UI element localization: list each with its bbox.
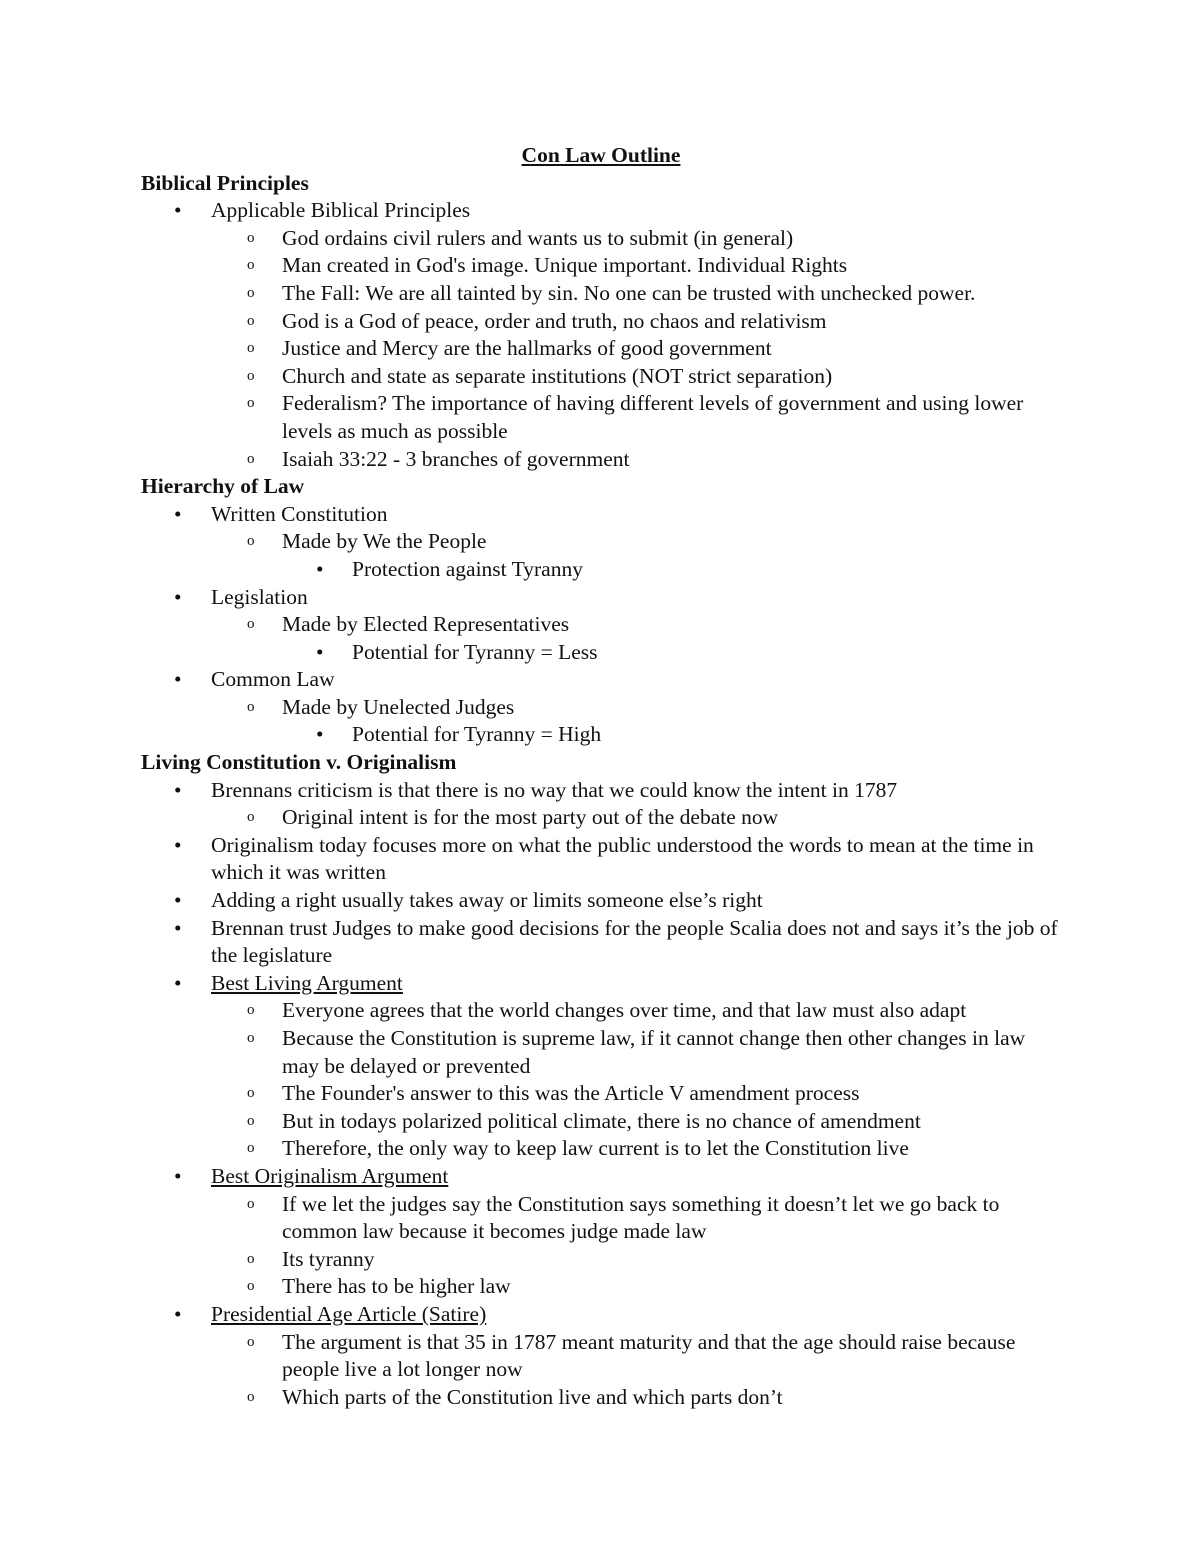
outline-sub-item — [141, 363, 1061, 391]
item-text: Church and state as separate institutions (NOT strict separation) — [282, 363, 833, 388]
disc-bullet-icon: • — [174, 915, 182, 940]
disc-bullet-icon: • — [174, 1301, 182, 1326]
disc-bullet-icon: • — [174, 667, 182, 692]
circle-bullet-icon: o — [247, 1140, 255, 1157]
circle-bullet-icon: o — [247, 395, 255, 412]
item-text: There has to be higher law — [282, 1274, 511, 1299]
item-text: Brennan trust Judges to make good decisions for the people Scalia does not and says it’s the job of the legislature — [211, 915, 1058, 968]
circle-bullet-icon: o — [247, 257, 255, 274]
item-text: But in todays polarized political climate, there is no chance of amendment — [282, 1108, 921, 1133]
circle-bullet-icon: o — [247, 1250, 255, 1267]
circle-bullet-icon: o — [247, 1278, 255, 1295]
item-text: Original intent is for the most party out of the debate now — [282, 805, 779, 830]
item-text: Everyone agrees that the world changes over time, and that law must also adapt — [282, 998, 967, 1023]
outline-bullet-item — [141, 832, 1061, 887]
item-text: Man created in God's image. Unique important. Individual Rights — [282, 253, 848, 278]
disc-bullet-icon: • — [174, 832, 182, 857]
outline-sub-item — [141, 335, 1061, 363]
outline-sub-item — [141, 1273, 1061, 1301]
outline-bullet-item — [141, 887, 1061, 915]
item-text: God is a God of peace, order and truth, no chaos and relativism — [282, 308, 827, 333]
item-text: Isaiah 33:22 - 3 branches of government — [282, 446, 630, 471]
circle-bullet-icon: o — [247, 1112, 255, 1129]
item-text: God ordains civil rulers and wants us to submit (in general) — [282, 225, 794, 250]
outline-sub-item — [141, 1135, 1061, 1163]
outline-sub-item — [141, 1025, 1061, 1080]
outline-bullet-item — [141, 666, 1061, 694]
subheading-text: Presidential Age Article (Satire) — [211, 1301, 487, 1326]
item-text: Made by Elected Representatives — [282, 612, 570, 637]
disc-bullet-icon: • — [174, 777, 182, 802]
circle-bullet-icon: o — [247, 698, 255, 715]
circle-bullet-icon: o — [247, 450, 255, 467]
outline-bullet-item — [141, 915, 1061, 970]
item-text: Common Law — [211, 667, 335, 692]
outline-sub-item — [141, 1246, 1061, 1274]
item-text: Potential for Tyranny = High — [352, 722, 602, 747]
outline-sub-item — [141, 997, 1061, 1025]
outline-sub-item — [141, 804, 1061, 832]
outline-sub-item — [141, 1108, 1061, 1136]
item-text: Legislation — [211, 584, 308, 609]
item-text: Adding a right usually takes away or limits someone else’s right — [211, 888, 763, 913]
item-text: Brennans criticism is that there is no way that we could know the intent in 1787 — [211, 777, 898, 802]
disc-bullet-icon: • — [174, 584, 182, 609]
circle-bullet-icon: o — [247, 1002, 255, 1019]
document-title: Con Law Outline — [521, 143, 681, 167]
circle-bullet-icon: o — [247, 312, 255, 329]
circle-bullet-icon: o — [247, 284, 255, 301]
item-text: Therefore, the only way to keep law current is to let the Constitution live — [282, 1136, 909, 1161]
outline-sub-item — [141, 252, 1061, 280]
outline-sub-item — [141, 280, 1061, 308]
outline-document — [141, 142, 1061, 1411]
outline-sub-item — [141, 1384, 1061, 1412]
outline-sub-sub-item — [141, 556, 1061, 584]
item-text: Protection against Tyranny — [352, 556, 583, 581]
circle-bullet-icon: o — [247, 809, 255, 826]
item-text: Because the Constitution is supreme law, if it cannot change then other changes in law may be delayed or prevented — [282, 1026, 1026, 1078]
outline-sub-item — [141, 308, 1061, 336]
subheading-text: Best Originalism Argument — [211, 1163, 449, 1188]
section-heading: Living Constitution v. Originalism — [141, 750, 457, 775]
outline-sub-sub-item — [141, 721, 1061, 749]
circle-bullet-icon: o — [247, 533, 255, 550]
item-text: The argument is that 35 in 1787 meant maturity and that the age should raise because people live a lot longer now — [282, 1329, 1016, 1382]
item-text: The Fall: We are all tainted by sin. No one can be trusted with unchecked power. — [282, 280, 976, 305]
circle-bullet-icon: o — [247, 1195, 255, 1212]
outline-sub-item — [141, 1329, 1061, 1384]
section-heading: Biblical Principles — [141, 170, 309, 195]
item-text: Applicable Biblical Principles — [211, 198, 471, 223]
disc-bullet-icon: • — [316, 556, 324, 581]
outline-sub-item — [141, 1191, 1061, 1246]
outline-sub-item — [141, 446, 1061, 474]
disc-bullet-icon: • — [174, 888, 182, 913]
outline-bullet-item — [141, 584, 1061, 612]
item-text: If we let the judges say the Constitution says something it doesn’t let we go back to common law because it becomes judge made law — [282, 1191, 1000, 1244]
outline-sub-item — [141, 225, 1061, 253]
outline-bullet-item — [141, 1163, 1061, 1191]
circle-bullet-icon: o — [247, 367, 255, 384]
outline-bullet-item — [141, 197, 1061, 225]
item-text: Potential for Tyranny = Less — [352, 639, 598, 664]
disc-bullet-icon: • — [174, 501, 182, 526]
disc-bullet-icon: • — [174, 1163, 182, 1188]
outline-bullet-item — [141, 501, 1061, 529]
circle-bullet-icon: o — [247, 616, 255, 633]
outline-sub-item — [141, 528, 1061, 556]
disc-bullet-icon: • — [316, 639, 324, 664]
circle-bullet-icon: o — [247, 229, 255, 246]
outline-sub-item — [141, 611, 1061, 639]
item-text: Justice and Mercy are the hallmarks of good government — [282, 336, 772, 361]
subheading-text: Best Living Argument — [211, 970, 403, 995]
outline-bullet-item — [141, 777, 1061, 805]
circle-bullet-icon: o — [247, 340, 255, 357]
outline-sub-item — [141, 390, 1061, 445]
item-text: Federalism? The importance of having different levels of government and using lower levels as much as possible — [282, 391, 1024, 443]
item-text: Which parts of the Constitution live and which parts don’t — [282, 1384, 783, 1409]
outline-sub-item — [141, 694, 1061, 722]
circle-bullet-icon: o — [247, 1030, 255, 1046]
circle-bullet-icon: o — [247, 1085, 255, 1102]
disc-bullet-icon: • — [174, 198, 182, 223]
circle-bullet-icon: o — [247, 1333, 255, 1350]
section-heading: Hierarchy of Law — [141, 474, 305, 499]
outline-sub-item — [141, 1080, 1061, 1108]
disc-bullet-icon: • — [174, 970, 182, 995]
item-text: Originalism today focuses more on what the public understood the words to mean at the time in which it was written — [211, 832, 1034, 885]
outline-sub-sub-item — [141, 639, 1061, 667]
outline-bullet-item — [141, 970, 1061, 998]
item-text: Made by Unelected Judges — [282, 694, 515, 719]
item-text: Written Constitution — [211, 501, 388, 526]
item-text: Its tyranny — [282, 1246, 375, 1271]
outline-bullet-item — [141, 1301, 1061, 1329]
item-text: The Founder's answer to this was the Article V amendment process — [282, 1081, 860, 1106]
outline-body — [141, 170, 1061, 1412]
circle-bullet-icon: o — [247, 1388, 255, 1405]
item-text: Made by We the People — [282, 529, 487, 554]
disc-bullet-icon: • — [316, 722, 324, 747]
